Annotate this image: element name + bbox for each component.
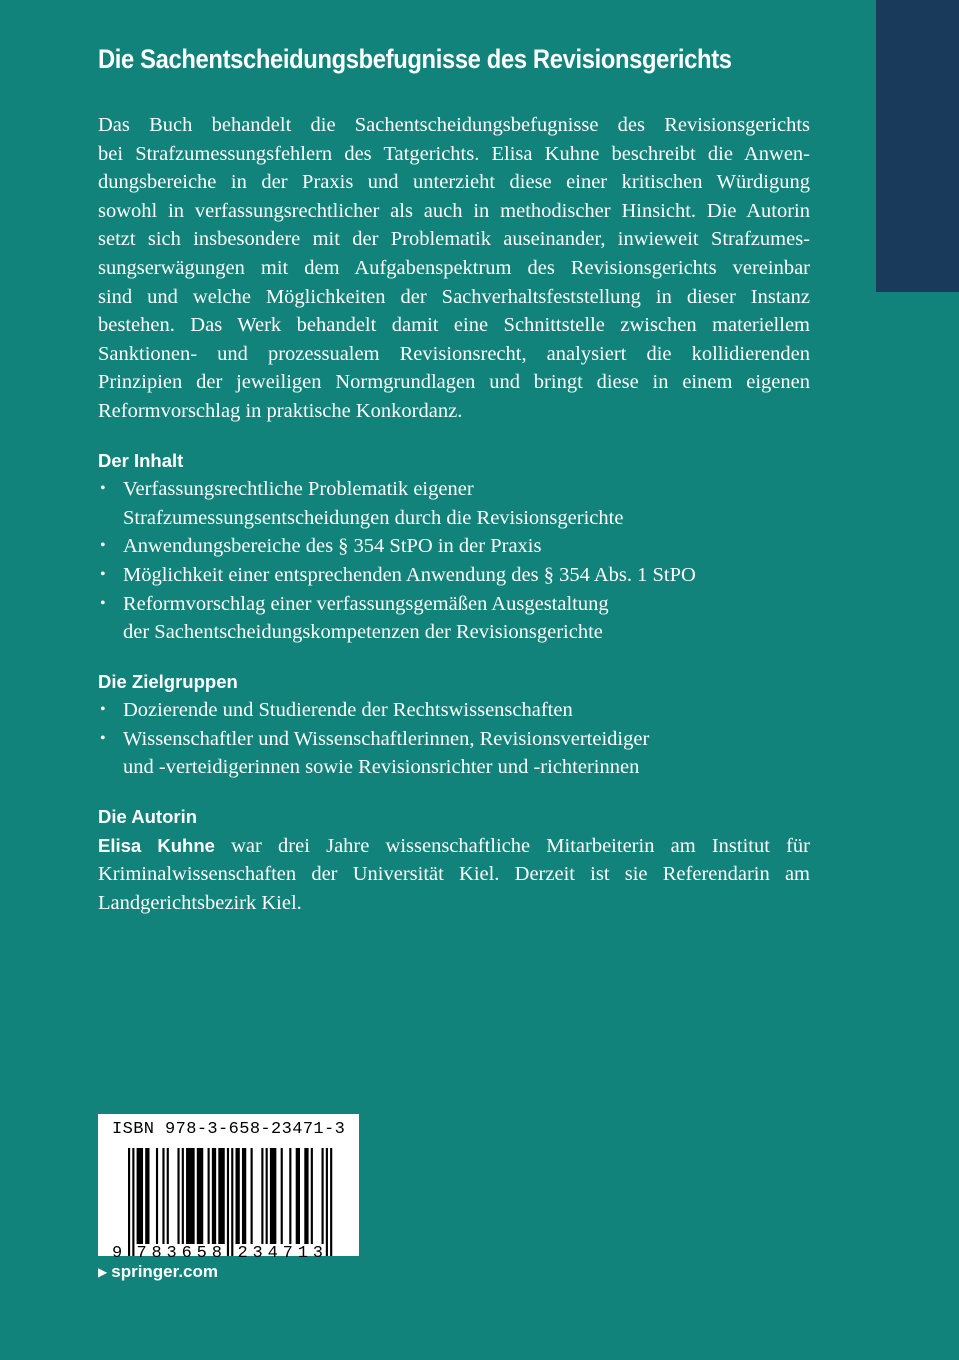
list-item xyxy=(98,590,810,647)
barcode-guard-bar xyxy=(326,1148,328,1256)
barcode-digit: 2 xyxy=(237,1244,248,1263)
barcode-bar xyxy=(261,1148,263,1244)
target-groups-heading: Die Zielgruppen xyxy=(98,670,238,692)
publisher-website-text: springer.com xyxy=(111,1262,218,1281)
triangle-right-icon: ▶ xyxy=(98,1265,108,1279)
barcode-guard-bar xyxy=(227,1148,229,1256)
barcode-bar xyxy=(208,1148,210,1244)
list-item-text: und -verteidigerinnen sowie Revisionsrichter und -richterinnen xyxy=(123,756,640,779)
isbn-barcode xyxy=(98,1114,359,1263)
barcode-guard-bar xyxy=(128,1148,130,1256)
description-line: Sanktionen- und prozessualem Revisionsrecht, analysiert die kollidierenden xyxy=(98,342,810,365)
list-item xyxy=(98,475,810,532)
author-name: Elisa Kuhne xyxy=(98,834,215,856)
barcode-bar xyxy=(182,1148,184,1244)
list-item-text: der Sachentscheidungskompetenzen der Revisionsgerichte xyxy=(123,621,603,644)
book-title: Die Sachentscheidungsbefugnisse des Revisionsgerichts xyxy=(98,44,732,74)
author-bio-text: Landgerichtsbezirk Kiel. xyxy=(98,891,302,914)
author-section xyxy=(98,803,810,917)
barcode-digit: 1 xyxy=(297,1244,308,1263)
barcode-digit: 4 xyxy=(267,1244,278,1263)
back-cover-content xyxy=(98,111,810,917)
barcode-bar xyxy=(177,1148,179,1244)
list-item-text: Möglichkeit einer entsprechenden Anwendung des § 354 Abs. 1 StPO xyxy=(123,563,696,586)
barcode-digit: 6 xyxy=(181,1244,192,1263)
barcode-digit: 9 xyxy=(112,1244,123,1263)
list-item-text: Strafzumessungsentscheidungen durch die Revisionsgerichte xyxy=(123,506,624,529)
description-line: sowohl in verfassungsrechtlicher als auch in methodischer Hinsicht. Die Autorin xyxy=(98,199,810,222)
barcode-digit: 3 xyxy=(166,1244,177,1263)
publisher-website xyxy=(98,1262,218,1282)
target-groups-section xyxy=(98,668,810,782)
barcode-digit: 3 xyxy=(252,1244,263,1263)
description-line: sungserwägungen mit dem Aufgabenspektrum des Revisionsgerichts vereinbar xyxy=(98,256,810,279)
barcode-digit: 7 xyxy=(282,1244,293,1263)
list-item-text: Anwendungsbereiche des § 354 StPO in der Praxis xyxy=(123,535,542,558)
description-line: dungsbereiche in der Praxis und unterzieht diese einer kritischen Würdigung xyxy=(98,171,810,194)
barcode-bar xyxy=(304,1148,308,1244)
contents-heading: Der Inhalt xyxy=(98,449,184,471)
barcode-bar xyxy=(236,1148,240,1244)
barcode-guard-bar xyxy=(330,1148,332,1256)
description-line: bei Strafzumessungsfehlern des Tatgerichts. Elisa Kuhne beschreibt die Anwen- xyxy=(98,142,810,165)
barcode-bar xyxy=(311,1148,313,1244)
barcode-bar xyxy=(145,1148,149,1244)
target-groups-list xyxy=(98,696,810,782)
barcode-bar xyxy=(218,1148,224,1244)
barcode-bar xyxy=(281,1148,283,1244)
barcode-digit: 5 xyxy=(196,1244,207,1263)
list-item-text: Dozierende und Studierende der Rechtswissenschaften xyxy=(123,699,573,722)
list-item xyxy=(98,696,810,725)
contents-list xyxy=(98,475,810,647)
barcode-bar xyxy=(289,1148,291,1244)
barcode-bar xyxy=(296,1148,300,1244)
description-line: Das Buch behandelt die Sachentscheidungsbefugnisse des Revisionsgerichts xyxy=(98,114,810,136)
list-item-text: Reformvorschlag einer verfassungsgemäßen Ausgestaltung xyxy=(123,592,609,615)
author-bio xyxy=(98,832,810,918)
description-line: bestehen. Das Werk behandelt damit eine Schnittstelle zwischen materiellem xyxy=(98,314,810,337)
barcode-bar xyxy=(137,1148,143,1244)
description-line: setzt sich insbesondere mit der Problematik auseinander, inwieweit Strafzumes- xyxy=(98,228,810,251)
list-item-text: Wissenschaftler und Wissenschaftlerinnen, Revisionsverteidiger xyxy=(123,727,650,750)
author-bio-text: war drei Jahre wissenschaftliche Mitarbeiterin am Institut für xyxy=(214,834,811,857)
barcode-digit: 3 xyxy=(312,1244,323,1263)
barcode-digit: 8 xyxy=(211,1244,222,1263)
barcode-bar xyxy=(242,1148,246,1244)
barcode-bar xyxy=(167,1148,169,1244)
barcode-bar xyxy=(270,1148,276,1244)
barcode-bar xyxy=(251,1148,253,1244)
barcode-digit: 7 xyxy=(136,1244,147,1263)
list-item xyxy=(98,725,810,782)
author-bio-text: Kriminalwissenschaften der Universität Kiel. Derzeit ist sie Referendarin am xyxy=(98,863,810,886)
barcode-bar xyxy=(197,1148,203,1244)
description-line: Prinzipien der jeweiligen Normgrundlagen und bringt diese in einem eigenen xyxy=(98,371,810,394)
author-heading: Die Autorin xyxy=(98,806,198,828)
barcode-bar xyxy=(266,1148,268,1244)
spine-color-band xyxy=(876,0,959,292)
list-item xyxy=(98,561,810,590)
book-description xyxy=(98,111,810,426)
barcode-digit: 8 xyxy=(151,1244,162,1263)
barcode-bar xyxy=(212,1148,216,1244)
barcode-guard-bar xyxy=(231,1148,233,1256)
description-line: sind und welche Möglichkeiten der Sachverhaltsfeststellung in dieser Instanz xyxy=(98,285,810,308)
barcode-bars xyxy=(98,1114,359,1256)
list-item-text: Verfassungsrechtliche Problematik eigener xyxy=(123,478,474,501)
isbn-text: ISBN 978-3-658-23471-3 xyxy=(112,1120,346,1139)
barcode-bar xyxy=(186,1148,195,1244)
description-line: Reformvorschlag in praktische Konkordanz. xyxy=(98,399,463,422)
barcode-guard-bar xyxy=(132,1148,134,1256)
barcode-bar xyxy=(156,1148,158,1244)
barcode-bar xyxy=(162,1148,164,1244)
contents-section xyxy=(98,447,810,647)
list-item xyxy=(98,532,810,561)
barcode-bar xyxy=(322,1148,324,1244)
